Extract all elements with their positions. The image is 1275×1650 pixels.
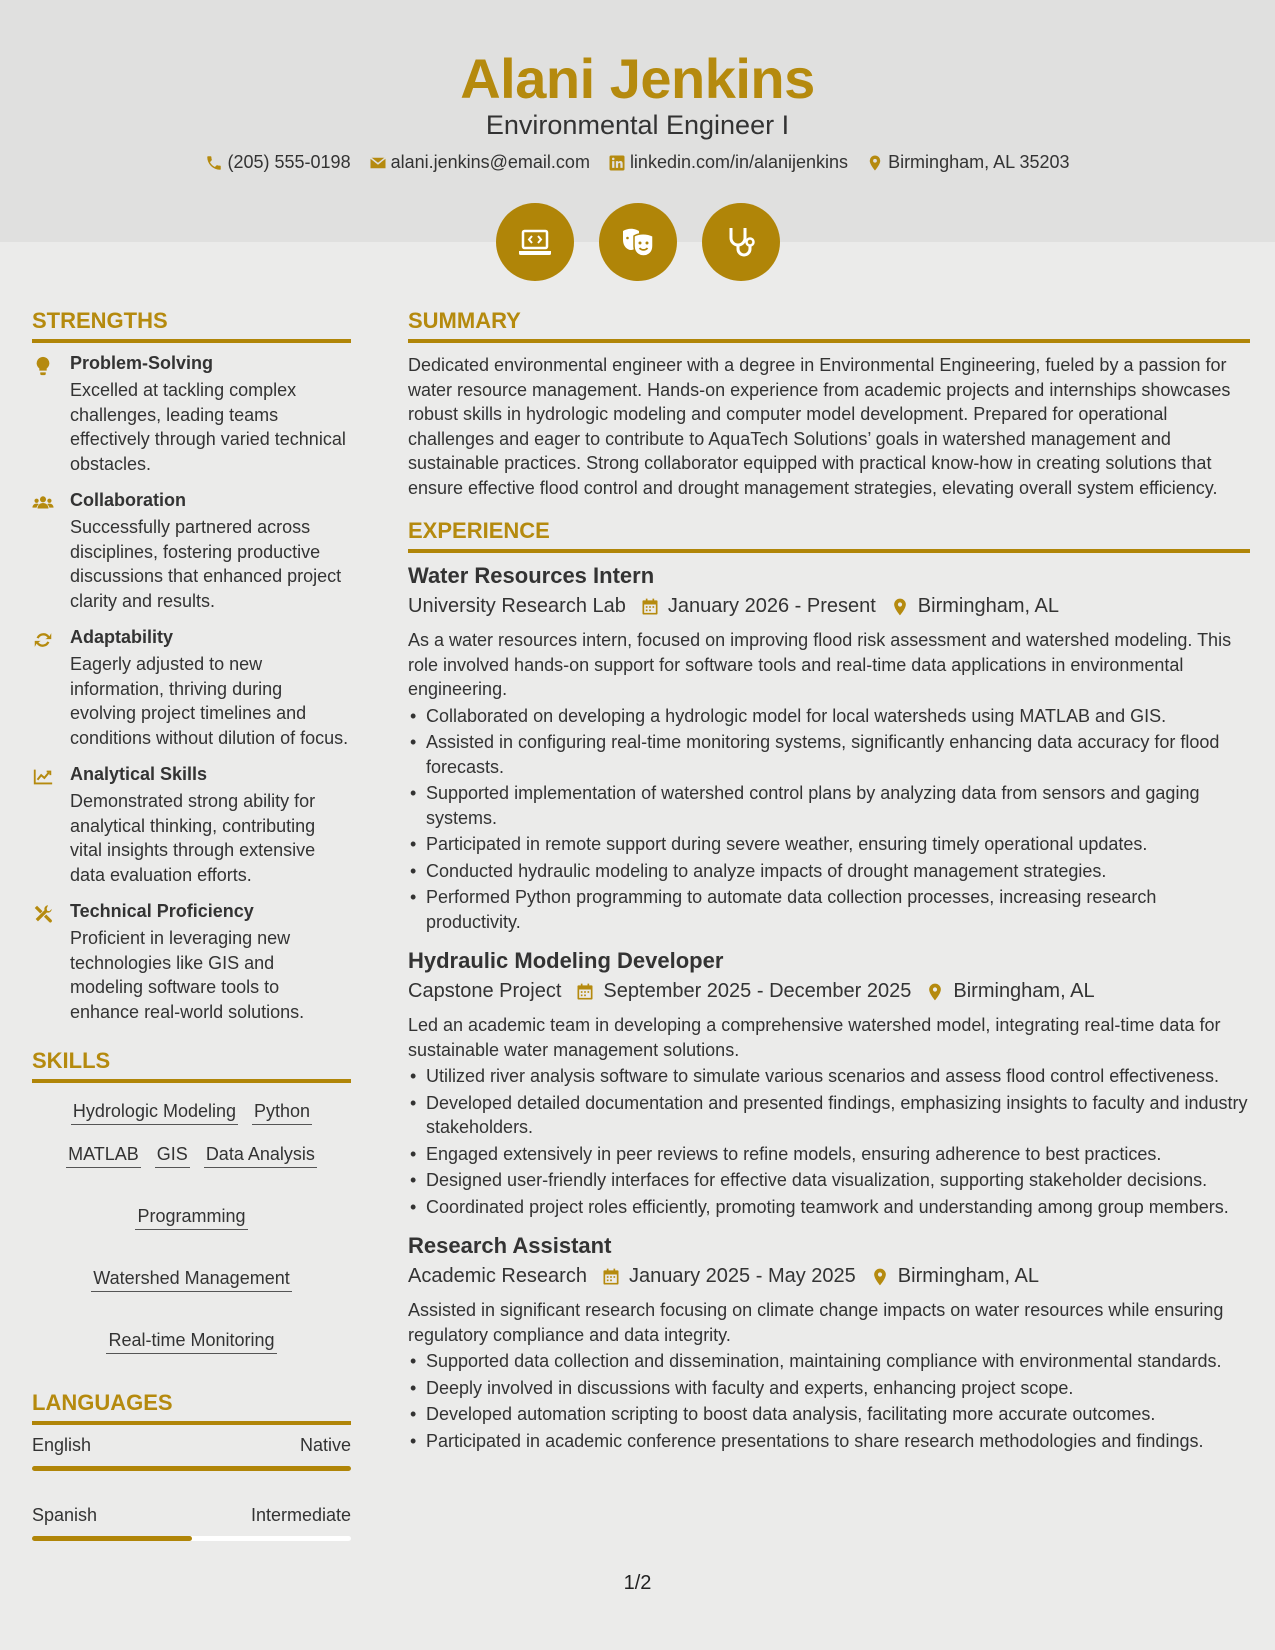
experience-list bbox=[408, 563, 1250, 1453]
job-entry bbox=[408, 948, 1250, 1219]
languages-heading: LANGUAGES bbox=[32, 1390, 351, 1425]
strength-desc: Eagerly adjusted to new information, thriving during evolving project timelines and conditions without dilution of focus. bbox=[70, 654, 349, 748]
calendar-icon bbox=[601, 1267, 621, 1287]
map-marker-icon bbox=[866, 154, 884, 172]
job-bullet: • Developed automation scripting to boost data analysis, facilitating more accurate outcomes. bbox=[408, 1402, 1250, 1427]
job-dates: January 2026 - Present bbox=[667, 595, 876, 617]
map-marker-icon bbox=[890, 597, 910, 617]
strengths-list bbox=[32, 353, 351, 1024]
language-bar-fill bbox=[32, 1466, 351, 1471]
skill-tag: Python bbox=[252, 1101, 312, 1125]
summary-heading: SUMMARY bbox=[408, 308, 1250, 343]
language-item bbox=[32, 1505, 351, 1541]
job-entry bbox=[408, 1233, 1250, 1453]
language-level: Intermediate bbox=[250, 1505, 351, 1525]
job-entry bbox=[408, 563, 1250, 934]
chart-line-icon bbox=[32, 766, 54, 788]
interest-badges bbox=[0, 203, 1275, 281]
left-column bbox=[32, 308, 351, 1575]
lightbulb-icon bbox=[32, 355, 54, 377]
language-bar bbox=[32, 1466, 351, 1471]
job-title: Research Assistant bbox=[408, 1233, 612, 1258]
job-title: Hydraulic Modeling Developer bbox=[408, 948, 724, 973]
job-meta bbox=[408, 1265, 1250, 1288]
language-level: Native bbox=[299, 1435, 351, 1455]
location-text: Birmingham, AL 35203 bbox=[888, 152, 1070, 172]
strengths-heading: STRENGTHS bbox=[32, 308, 351, 343]
page-number: 1/2 bbox=[623, 1572, 652, 1594]
strength-name: Adaptability bbox=[70, 627, 174, 647]
language-bar bbox=[32, 1536, 351, 1541]
job-bullet: • Participated in academic conference presentations to share research methodologies and findings. bbox=[408, 1429, 1250, 1454]
job-bullet: • Coordinated project roles efficiently, promoting teamwork and understanding among group members. bbox=[408, 1195, 1250, 1220]
job-bullet: • Performed Python programming to automate data collection processes, increasing research productivity. bbox=[408, 885, 1250, 934]
skill-tag: Hydrologic Modeling bbox=[71, 1101, 238, 1125]
calendar-icon bbox=[575, 982, 595, 1002]
summary-text: Dedicated environmental engineer with a degree in Environmental Engineering, fueled by a passion for water resource management. Hands-on experience from academic projects and internships showcases robust skills in hydrologic modeling and computer model development. Prepared for operational challenges and eager to contribute to AquaTech Solutions’ goals in watershed management and sustainable practices. Strong collaborator equipped with practical know-how in creating solutions that ensure effective flood control and drought management strategies, elevating overall system efficiency. bbox=[408, 355, 1231, 498]
phone-text: (205) 555-0198 bbox=[227, 152, 351, 172]
strength-name: Problem-Solving bbox=[70, 353, 214, 373]
job-bullet: • Assisted in configuring real-time monitoring systems, significantly enhancing data accuracy for flood forecasts. bbox=[408, 730, 1250, 779]
right-column bbox=[408, 308, 1250, 1467]
badge-masks bbox=[599, 203, 677, 281]
contact-email[interactable] bbox=[369, 152, 590, 173]
skill-tag: Programming bbox=[135, 1206, 247, 1230]
strength-name: Technical Proficiency bbox=[70, 901, 254, 921]
tools-icon bbox=[32, 903, 54, 925]
users-icon bbox=[32, 492, 54, 514]
job-bullet: • Collaborated on developing a hydrologic model for local watersheds using MATLAB and GIS. bbox=[408, 704, 1250, 729]
job-location: Birmingham, AL bbox=[897, 1265, 1039, 1287]
job-bullet: • Deeply involved in discussions with faculty and experts, enhancing project scope. bbox=[408, 1376, 1250, 1401]
contact-location bbox=[866, 152, 1069, 173]
skill-tag: Data Analysis bbox=[204, 1144, 317, 1168]
job-bullet: • Supported implementation of watershed control plans by analyzing data from sensors and gaging systems. bbox=[408, 781, 1250, 830]
job-bullet: • Designed user-friendly interfaces for effective data visualization, supporting stakeholder decisions. bbox=[408, 1168, 1250, 1193]
job-meta bbox=[408, 980, 1250, 1003]
job-description: Led an academic team in developing a comprehensive watershed model, integrating real-time data for sustainable water management solutions. bbox=[408, 1015, 1221, 1060]
strength-item bbox=[32, 627, 351, 750]
job-bullets bbox=[408, 704, 1250, 935]
skill-tag: MATLAB bbox=[66, 1144, 141, 1168]
language-name: English bbox=[32, 1435, 92, 1455]
job-org: Academic Research bbox=[408, 1265, 587, 1287]
job-description: Assisted in significant research focusing on climate change impacts on water resources while ensuring regulatory compliance and data integrity. bbox=[408, 1300, 1224, 1345]
job-bullet: • Supported data collection and dissemination, maintaining compliance with environmental standards. bbox=[408, 1349, 1250, 1374]
job-location: Birmingham, AL bbox=[953, 980, 1095, 1002]
job-bullet: • Developed detailed documentation and presented findings, emphasizing insights to faculty and industry stakeholders. bbox=[408, 1091, 1250, 1140]
badge-stethoscope bbox=[702, 203, 780, 281]
contact-row bbox=[0, 152, 1275, 173]
envelope-icon bbox=[369, 154, 387, 172]
job-bullet: • Engaged extensively in peer reviews to refine models, ensuring adherence to best practices. bbox=[408, 1142, 1250, 1167]
skill-tag: Real-time Monitoring bbox=[106, 1330, 276, 1354]
map-marker-icon bbox=[925, 982, 945, 1002]
job-location: Birmingham, AL bbox=[917, 595, 1059, 617]
strength-item bbox=[32, 901, 351, 1024]
contact-phone bbox=[205, 152, 350, 173]
strength-name: Collaboration bbox=[70, 490, 186, 510]
header-band bbox=[0, 0, 1275, 242]
skills-list bbox=[32, 1093, 351, 1384]
strength-desc: Excelled at tackling complex challenges, leading teams effectively through varied technical obstacles. bbox=[70, 380, 346, 474]
strength-name: Analytical Skills bbox=[70, 764, 208, 784]
job-meta bbox=[408, 595, 1250, 618]
contact-linkedin[interactable] bbox=[608, 152, 848, 173]
job-org: Capstone Project bbox=[408, 980, 562, 1002]
linkedin-icon bbox=[608, 154, 626, 172]
job-description: As a water resources intern, focused on improving flood risk assessment and watershed modeling. This role involved hands-on support for software tools and real-time data applications in environmental engineering. bbox=[408, 630, 1232, 699]
map-marker-icon bbox=[870, 1267, 890, 1287]
strength-item bbox=[32, 490, 351, 613]
sync-icon bbox=[32, 629, 54, 651]
phone-icon bbox=[205, 154, 223, 172]
strength-item bbox=[32, 353, 351, 476]
theater-masks-icon bbox=[618, 222, 658, 262]
linkedin-link[interactable]: linkedin.com/in/alanijenkins bbox=[629, 152, 849, 172]
job-bullets bbox=[408, 1064, 1250, 1219]
email-link[interactable]: alani.jenkins@email.com bbox=[390, 152, 590, 172]
laptop-code-icon bbox=[515, 222, 555, 262]
skill-tag: Watershed Management bbox=[91, 1268, 291, 1292]
job-bullet: • Utilized river analysis software to simulate various scenarios and assess flood control effectiveness. bbox=[408, 1064, 1250, 1089]
job-org: University Research Lab bbox=[408, 595, 626, 617]
stethoscope-icon bbox=[721, 222, 761, 262]
job-title: Water Resources Intern bbox=[408, 563, 655, 588]
strength-item bbox=[32, 764, 351, 887]
job-title: Environmental Engineer I bbox=[485, 110, 790, 140]
language-bar-fill bbox=[32, 1536, 192, 1541]
job-bullet: • Participated in remote support during severe weather, ensuring timely operational updates. bbox=[408, 832, 1250, 857]
job-bullets bbox=[408, 1349, 1250, 1453]
calendar-icon bbox=[640, 597, 660, 617]
skill-tag: GIS bbox=[155, 1144, 190, 1168]
language-item bbox=[32, 1435, 351, 1471]
strength-desc: Proficient in leveraging new technologies like GIS and modeling software tools to enhance real-world solutions. bbox=[70, 928, 305, 1022]
experience-heading: EXPERIENCE bbox=[408, 518, 1250, 553]
strength-desc: Demonstrated strong ability for analytical thinking, contributing vital insights through extensive data evaluation efforts. bbox=[70, 791, 316, 885]
job-dates: January 2025 - May 2025 bbox=[628, 1265, 856, 1287]
candidate-name: Alani Jenkins bbox=[460, 47, 815, 110]
language-name: Spanish bbox=[32, 1505, 98, 1525]
job-dates: September 2025 - December 2025 bbox=[603, 980, 912, 1002]
strength-desc: Successfully partnered across disciplines, fostering productive discussions that enhanced project clarity and results. bbox=[70, 517, 342, 611]
job-bullet: • Conducted hydraulic modeling to analyze impacts of drought management strategies. bbox=[408, 859, 1250, 884]
skills-heading: SKILLS bbox=[32, 1048, 351, 1083]
badge-laptop bbox=[496, 203, 574, 281]
